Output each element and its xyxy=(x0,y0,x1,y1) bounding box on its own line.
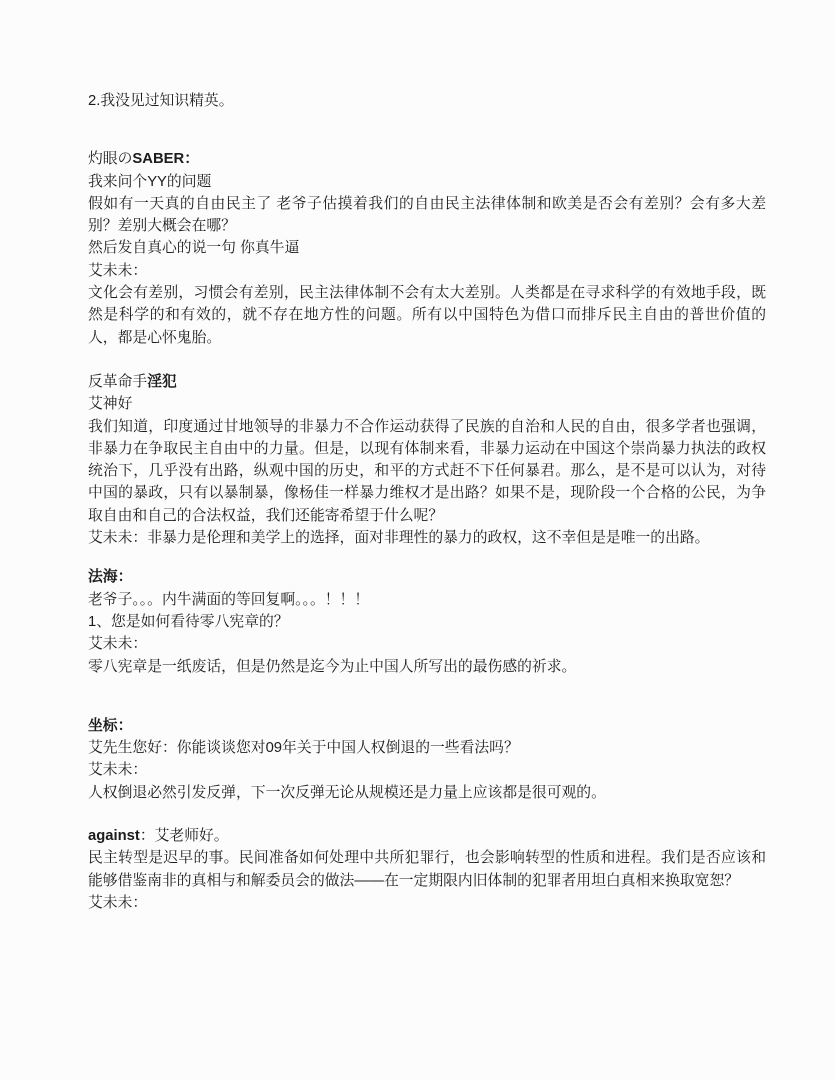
answer-label: 艾未未： xyxy=(88,636,148,653)
username: SABER xyxy=(132,151,185,168)
question-paragraph: 民主转型是迟早的事。民间准备如何处理中共所犯罪行，也会影响转型的性质和进程。我们是否应该和能够借鉴南非的真相与和解委员会的做法——在一定期限内旧体制的犯罪者用坦白真相来换取宽恕？ xyxy=(88,850,766,889)
greeting-line: 艾神好 xyxy=(88,396,133,413)
answer-label: 艾未未： xyxy=(88,894,148,911)
greeting-inline: ：艾老师好。 xyxy=(139,828,229,845)
username-line xyxy=(88,371,766,393)
question-line: 我来问个YY的问题 xyxy=(88,173,212,190)
username-line xyxy=(88,148,766,170)
answer-label: 艾未未： xyxy=(88,762,148,779)
answer-paragraph: 文化会有差别，习惯会有差别，民主法律体制不会有太大差别。人类都是在寻求科学的有效地手段，既然是科学的和有效的，就不存在地方性的问题。所有以中国特色为借口而排斥民主自由的普世价值的人，都是心怀鬼胎。 xyxy=(88,285,766,346)
answer-paragraph: 人权倒退必然引发反弹，下一次反弹无论从规模还是力量上应该都是很可观的。 xyxy=(88,784,606,801)
username-colon: ： xyxy=(184,151,200,168)
username-bold-part: 淫犯 xyxy=(147,373,177,390)
username-line: 坐标： xyxy=(88,717,133,734)
question-line: 艾先生您好：你能谈谈您对09年关于中国人权倒退的一些看法吗？ xyxy=(88,740,519,757)
username-normal-part: 反革命手 xyxy=(88,373,148,390)
qa-section-against xyxy=(88,825,766,914)
answer-inline: 艾未未：非暴力是伦理和美学上的选择，面对非理性的暴力的政权，这不幸但是是唯一的出路。 xyxy=(88,530,710,547)
username-line: 法海： xyxy=(88,569,133,586)
username-prefix: 灼眼の xyxy=(88,151,133,168)
comment-line: 老爷子。。。内牛满面的等回复啊。。。！！！ xyxy=(88,591,370,608)
intro-note: 2.我没见过知识精英。 xyxy=(88,93,234,109)
qa-section-zuobiao xyxy=(88,715,766,804)
question-paragraph: 我们知道，印度通过甘地领导的非暴力不合作运动获得了民族的自治和人民的自由，很多学者也强调，非暴力在争取民主自由中的力量。但是，以现有体制来看，非暴力运动在中国这个崇尚暴力执法的政权统治下，几乎没有出路，纵观中国的历史，和平的方式赶不下任何暴君。那么，是不是可以认为，对待中国的暴政，只有以暴制暴，像杨佳一样暴力维权才是出路？如果不是，现阶段一个合格的公民，为争取自由和自己的合法权益，我们还能寄希望于什么呢？ xyxy=(88,418,766,524)
username-line xyxy=(88,825,766,847)
qa-section-saber xyxy=(88,148,766,349)
answer-label: 艾未未： xyxy=(88,262,148,279)
question-paragraph: 假如有一天真的自由民主了 老爷子估摸着我们的自由民主法律体制和欧美是否会有差别？会有多大差别？差别大概会在哪？ xyxy=(88,195,766,235)
question-line: 1、您是如何看待零八宪章的？ xyxy=(88,613,289,630)
qa-section-fahai xyxy=(88,566,766,677)
username: against xyxy=(88,828,140,845)
answer-paragraph: 零八宪章是一纸废话，但是仍然是迄今为止中国人所写出的最伤感的祈求。 xyxy=(88,658,577,675)
qa-section-fangeming xyxy=(88,371,766,549)
question-line: 然后发自真心的说一句 你真牛逼 xyxy=(88,240,300,257)
